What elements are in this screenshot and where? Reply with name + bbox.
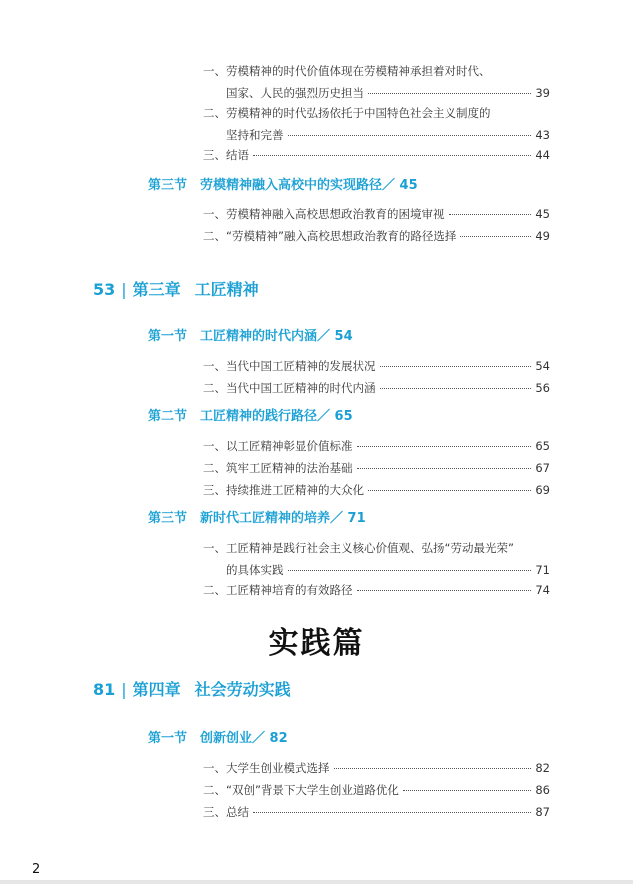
entry-page-number: 87 [535, 805, 550, 819]
section-title: 工匠精神的时代内涵／ 54 [200, 329, 353, 344]
entry-page-number: 56 [535, 381, 550, 395]
toc-entry[interactable] [203, 377, 550, 399]
leader-dots [368, 490, 531, 491]
entry-title-line: 的具体实践 [226, 563, 284, 577]
toc-entry[interactable] [203, 537, 550, 581]
entry-page-number: 45 [535, 207, 550, 221]
bottom-rule [0, 880, 633, 884]
entry-title-line: 一、以工匠精神彰显价值标准 [203, 439, 353, 453]
entry-title-line: 二、劳模精神的时代弘扬依托于中国特色社会主义制度的 [203, 106, 491, 120]
entry-title-line: 坚持和完善 [226, 128, 284, 142]
leader-dots [334, 768, 532, 769]
toc-entry[interactable] [203, 479, 550, 501]
leader-dots [380, 366, 532, 367]
entry-title-line: 二、当代中国工匠精神的时代内涵 [203, 381, 376, 395]
chapter-divider: | [121, 680, 127, 699]
toc-section[interactable] [148, 327, 353, 347]
entry-title-line: 一、当代中国工匠精神的发展状况 [203, 359, 376, 373]
section-title: 创新创业／ 82 [200, 731, 288, 746]
section-title: 新时代工匠精神的培养／ 71 [200, 511, 366, 526]
leader-dots [357, 446, 532, 447]
section-number: 第三节 [148, 178, 188, 193]
part-title: 实践篇 [268, 626, 365, 661]
section-number: 第三节 [148, 511, 188, 526]
entry-title-line: 三、总结 [203, 805, 249, 819]
leader-dots [288, 570, 532, 571]
entry-title-line: 二、筑牢工匠精神的法治基础 [203, 461, 353, 475]
leader-dots [403, 790, 531, 791]
toc-entry[interactable] [203, 102, 550, 146]
entry-title-line: 一、工匠精神是践行社会主义核心价值观、弘扬“劳动最光荣” [203, 541, 514, 555]
entry-page-number: 71 [535, 563, 550, 577]
chapter-page-number: 81 [93, 680, 116, 699]
chapter-divider: | [121, 280, 127, 299]
entry-page-number: 86 [535, 783, 550, 797]
entry-page-number: 43 [535, 128, 550, 142]
chapter-label: 第四章 [132, 680, 181, 699]
entry-page-number: 69 [535, 483, 550, 497]
toc-entry[interactable] [203, 144, 550, 166]
chapter-page-number: 53 [93, 280, 116, 299]
entry-page-number: 74 [535, 583, 550, 597]
chapter-title: 社会劳动实践 [194, 680, 291, 699]
entry-title-line: 二、“双创”背景下大学生创业道路优化 [203, 783, 399, 797]
entry-title-line: 一、劳模精神融入高校思想政治教育的困境审视 [203, 207, 445, 221]
toc-entry[interactable] [203, 435, 550, 457]
toc-entry[interactable] [203, 757, 550, 779]
chapter-title: 工匠精神 [194, 280, 259, 299]
leader-dots [380, 388, 532, 389]
chapter-label: 第三章 [132, 280, 181, 299]
toc-section[interactable] [148, 407, 353, 427]
entry-title-line: 国家、人民的强烈历史担当 [226, 86, 364, 100]
entry-page-number: 82 [535, 761, 550, 775]
entry-title-line: 三、结语 [203, 148, 249, 162]
entry-page-number: 49 [535, 229, 550, 243]
toc-section[interactable] [148, 509, 366, 529]
section-number: 第一节 [148, 731, 188, 746]
entry-title-line: 二、工匠精神培育的有效路径 [203, 583, 353, 597]
toc-entry[interactable] [203, 779, 550, 801]
toc-entry[interactable] [203, 203, 550, 225]
section-title: 劳模精神融入高校中的实现路径／ 45 [200, 178, 418, 193]
toc-entry[interactable] [203, 355, 550, 377]
leader-dots [253, 155, 531, 156]
leader-dots [460, 236, 531, 237]
entry-page-number: 54 [535, 359, 550, 373]
leader-dots [449, 214, 532, 215]
leader-dots [253, 812, 531, 813]
section-number: 第二节 [148, 409, 188, 424]
leader-dots [357, 590, 532, 591]
leader-dots [357, 468, 532, 469]
toc-entry[interactable] [203, 579, 550, 601]
toc-chapter[interactable] [93, 678, 291, 702]
toc-entry[interactable] [203, 801, 550, 823]
entry-page-number: 39 [535, 86, 550, 100]
toc-section[interactable] [148, 176, 418, 196]
entry-title-line: 一、大学生创业模式选择 [203, 761, 330, 775]
entry-page-number: 44 [535, 148, 550, 162]
entry-title-line: 一、劳模精神的时代价值体现在劳模精神承担着对时代、 [203, 64, 491, 78]
entry-title-line: 二、“劳模精神”融入高校思想政治教育的路径选择 [203, 229, 457, 243]
page-number: 2 [32, 862, 41, 877]
toc-entry[interactable] [203, 60, 550, 104]
section-number: 第一节 [148, 329, 188, 344]
toc-entry[interactable] [203, 457, 550, 479]
toc-chapter[interactable] [93, 278, 259, 302]
toc-section[interactable] [148, 729, 288, 749]
entry-page-number: 67 [535, 461, 550, 475]
entry-page-number: 65 [535, 439, 550, 453]
leader-dots [288, 135, 532, 136]
entry-title-line: 三、持续推进工匠精神的大众化 [203, 483, 364, 497]
toc-entry[interactable] [203, 225, 550, 247]
leader-dots [368, 93, 531, 94]
section-title: 工匠精神的践行路径／ 65 [200, 409, 353, 424]
